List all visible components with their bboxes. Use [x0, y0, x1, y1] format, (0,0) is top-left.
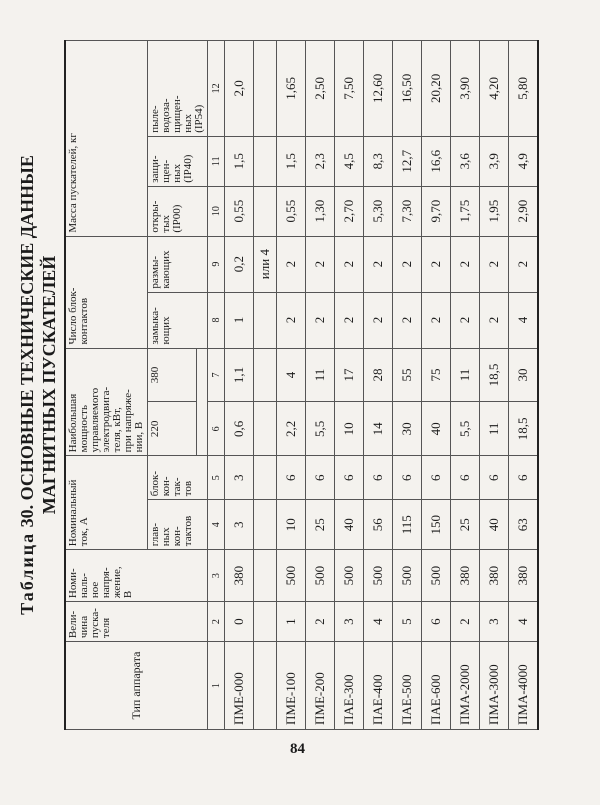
- table-row: [509, 41, 539, 730]
- table-cell: 6: [335, 456, 364, 500]
- table-cell: 2,70: [335, 186, 364, 236]
- table-cell: 5,30: [364, 186, 393, 236]
- table-cell: 500: [335, 550, 364, 602]
- note-row: [254, 41, 277, 730]
- table-cell: 0,55: [225, 186, 254, 236]
- table-cell: 14: [364, 402, 393, 456]
- table-cell: 75: [422, 348, 451, 402]
- table-cell: 380: [451, 550, 480, 602]
- table-cell: 0,2: [225, 236, 254, 292]
- header-mass: Масса пускателей, кг: [65, 41, 148, 237]
- column-number: 7: [208, 348, 225, 402]
- table-cell: 11: [480, 402, 509, 456]
- table-cell: 4: [277, 348, 306, 402]
- table-cell: 28: [364, 348, 393, 402]
- table-cell: 8,3: [364, 136, 393, 186]
- title-line2: МАГНИТНЫХ ПУСКАТЕЛЕЙ: [39, 255, 59, 515]
- table-cell: 1,30: [306, 186, 335, 236]
- column-number: 2: [208, 602, 225, 642]
- table-cell: 30: [393, 402, 422, 456]
- header-type: Тип аппарата: [65, 642, 208, 730]
- specs-table: [64, 40, 539, 730]
- table-cell: 1,5: [277, 136, 306, 186]
- table-cell: 380: [225, 550, 254, 602]
- rotated-page-content: [16, 40, 600, 730]
- page-number: 84: [290, 741, 305, 757]
- table-row: [480, 41, 509, 730]
- empty-cell: [254, 456, 277, 500]
- title-line1: ОСНОВНЫЕ ТЕХНИЧЕСКИЕ ДАННЫЕ: [17, 155, 37, 501]
- column-number: 6: [208, 402, 225, 456]
- table-cell: 6: [509, 456, 539, 500]
- table-cell: 5,5: [451, 402, 480, 456]
- header-spacer: [197, 348, 208, 456]
- header-current-main: глав- ных кон- тактов: [148, 500, 208, 550]
- table-cell: 17: [335, 348, 364, 402]
- empty-cell: [254, 292, 277, 348]
- header-voltage: Номи- наль- ное напря- жение, В: [65, 550, 208, 602]
- table-row: [306, 41, 335, 730]
- header-blocks-make: замыка- ющих: [148, 292, 208, 348]
- table-cell: 2: [335, 236, 364, 292]
- table-cell: 2,90: [509, 186, 539, 236]
- empty-cell: [254, 348, 277, 402]
- table-cell: 63: [509, 500, 539, 550]
- table-cell: 4,9: [509, 136, 539, 186]
- cell-type-name: ПМА-3000: [480, 642, 509, 730]
- table-cell: 0,6: [225, 402, 254, 456]
- header-size: Вели- чина пуска- теля: [65, 602, 208, 642]
- table-cell: 6: [393, 456, 422, 500]
- table-cell: 1: [277, 602, 306, 642]
- table-cell: 6: [422, 456, 451, 500]
- header-blocks: Число блок- контактов: [65, 236, 148, 348]
- empty-cell: [254, 550, 277, 602]
- table-cell: 1,95: [480, 186, 509, 236]
- empty-cell: [254, 41, 277, 137]
- title-label: Таблица: [17, 531, 37, 615]
- table-cell: 1: [225, 292, 254, 348]
- table-cell: 3: [335, 602, 364, 642]
- column-number: 9: [208, 236, 225, 292]
- table-cell: 5: [393, 602, 422, 642]
- table-cell: 5,5: [306, 402, 335, 456]
- header-current: Номинальный ток, А: [65, 456, 148, 550]
- header-power-220: 220: [148, 402, 197, 456]
- table-row: [422, 41, 451, 730]
- table-cell: 500: [393, 550, 422, 602]
- empty-cell: [254, 500, 277, 550]
- cell-type-name: ПАЕ-300: [335, 642, 364, 730]
- header-mass-open: откры- тых (IP00): [148, 186, 208, 236]
- table-cell: 2,3: [306, 136, 335, 186]
- table-cell: 2: [335, 292, 364, 348]
- header-blocks-break: размы- кающих: [148, 236, 208, 292]
- table-cell: 2: [277, 236, 306, 292]
- table-cell: 0,55: [277, 186, 306, 236]
- table-cell: 40: [480, 500, 509, 550]
- table-cell: 10: [277, 500, 306, 550]
- table-cell: 380: [480, 550, 509, 602]
- table-cell: 500: [364, 550, 393, 602]
- table-cell: 4: [364, 602, 393, 642]
- table-cell: 2: [277, 292, 306, 348]
- table-row: [335, 41, 364, 730]
- table-cell: 2: [393, 236, 422, 292]
- cell-type-name: ПМА-4000: [509, 642, 539, 730]
- empty-cell: [254, 402, 277, 456]
- column-number: 10: [208, 186, 225, 236]
- table-cell: 2: [422, 292, 451, 348]
- table-cell: 2,2: [277, 402, 306, 456]
- column-number: 8: [208, 292, 225, 348]
- table-cell: 2: [306, 292, 335, 348]
- table-cell: 0: [225, 602, 254, 642]
- table-cell: 20,20: [422, 41, 451, 137]
- table-cell: 2: [306, 602, 335, 642]
- table-cell: 3,9: [480, 136, 509, 186]
- table-cell: 40: [422, 402, 451, 456]
- table-cell: 25: [451, 500, 480, 550]
- table-cell: 4,20: [480, 41, 509, 137]
- header-power: Наибольшая мощность управляемого электродвига- теля, кВт, при напряже- нии, В: [65, 348, 148, 456]
- table-row: [451, 41, 480, 730]
- table-cell: 2: [306, 236, 335, 292]
- cell-type-name: ПМЕ-000: [225, 642, 254, 730]
- table-cell: 12,60: [364, 41, 393, 137]
- table-cell: 3,90: [451, 41, 480, 137]
- table-cell: 1,65: [277, 41, 306, 137]
- table-cell: 150: [422, 500, 451, 550]
- column-number: 3: [208, 550, 225, 602]
- table-cell: 3: [480, 602, 509, 642]
- table-cell: 1,5: [225, 136, 254, 186]
- table-cell: 9,70: [422, 186, 451, 236]
- title-number: 30.: [17, 504, 37, 528]
- column-number: 5: [208, 456, 225, 500]
- header-current-block: блок- кон- так- тов: [148, 456, 208, 500]
- table-cell: 2: [509, 236, 539, 292]
- table-body: [225, 41, 539, 730]
- header-mass-dustproof: пыле- водозa- щищен- ных (IP54): [148, 41, 208, 137]
- table-cell: 1,1: [225, 348, 254, 402]
- column-number: 4: [208, 500, 225, 550]
- table-title: [16, 40, 60, 730]
- table-cell: 16,50: [393, 41, 422, 137]
- table-cell: 2: [451, 602, 480, 642]
- column-number: 1: [208, 642, 225, 730]
- table-cell: 2: [480, 292, 509, 348]
- empty-cell: [254, 642, 277, 730]
- table-cell: 2: [422, 236, 451, 292]
- table-cell: 2,50: [306, 41, 335, 137]
- table-cell: 12,7: [393, 136, 422, 186]
- table-cell: 2,0: [225, 41, 254, 137]
- table-cell: 3: [225, 456, 254, 500]
- empty-cell: [254, 136, 277, 186]
- header-power-380: 380: [148, 348, 197, 402]
- table-cell: 7,50: [335, 41, 364, 137]
- table-cell: 18,5: [480, 348, 509, 402]
- table-cell: 500: [306, 550, 335, 602]
- table-cell: 6: [364, 456, 393, 500]
- cell-type-name: ПМЕ-200: [306, 642, 335, 730]
- table-cell: 25: [306, 500, 335, 550]
- table-cell: 2: [451, 236, 480, 292]
- table-cell: 4,5: [335, 136, 364, 186]
- table-cell: 2: [364, 236, 393, 292]
- table-cell: 6: [277, 456, 306, 500]
- table-cell: 6: [422, 602, 451, 642]
- table-cell: 11: [451, 348, 480, 402]
- table-cell: 3,6: [451, 136, 480, 186]
- table-cell: 30: [509, 348, 539, 402]
- table-cell: 55: [393, 348, 422, 402]
- table-cell: 6: [306, 456, 335, 500]
- table-cell: 6: [451, 456, 480, 500]
- table-cell: 4: [509, 292, 539, 348]
- table-row: [225, 41, 254, 730]
- table-cell: 500: [422, 550, 451, 602]
- table-cell: 4: [509, 602, 539, 642]
- table-cell: 16,6: [422, 136, 451, 186]
- table-row: [364, 41, 393, 730]
- table-cell: 380: [509, 550, 539, 602]
- table-cell: 2: [451, 292, 480, 348]
- table-cell: 11: [306, 348, 335, 402]
- table-row: [393, 41, 422, 730]
- table-cell: 5,80: [509, 41, 539, 137]
- empty-cell: [254, 602, 277, 642]
- empty-cell: [254, 186, 277, 236]
- note-ili: или 4: [257, 249, 272, 280]
- header-mass-protected: защи- щен- ных (IP40): [148, 136, 208, 186]
- cell-type-name: ПАЕ-600: [422, 642, 451, 730]
- table-cell: 115: [393, 500, 422, 550]
- column-number: 11: [208, 136, 225, 186]
- cell-type-name: ПМЕ-100: [277, 642, 306, 730]
- table-cell: 10: [335, 402, 364, 456]
- table-cell: 1,75: [451, 186, 480, 236]
- column-number: 12: [208, 41, 225, 137]
- table-cell: 7,30: [393, 186, 422, 236]
- column-number-row: [208, 41, 225, 730]
- table-cell: 56: [364, 500, 393, 550]
- table-cell: 500: [277, 550, 306, 602]
- cell-type-name: ПАЕ-500: [393, 642, 422, 730]
- table-row: [277, 41, 306, 730]
- table-cell: 2: [364, 292, 393, 348]
- table-cell: 2: [480, 236, 509, 292]
- cell-type-name: ПАЕ-400: [364, 642, 393, 730]
- note-cell: [254, 236, 277, 292]
- table-cell: 2: [393, 292, 422, 348]
- table-cell: 40: [335, 500, 364, 550]
- table-cell: 6: [480, 456, 509, 500]
- table-cell: 3: [225, 500, 254, 550]
- cell-type-name: ПМА-2000: [451, 642, 480, 730]
- table-cell: 18,5: [509, 402, 539, 456]
